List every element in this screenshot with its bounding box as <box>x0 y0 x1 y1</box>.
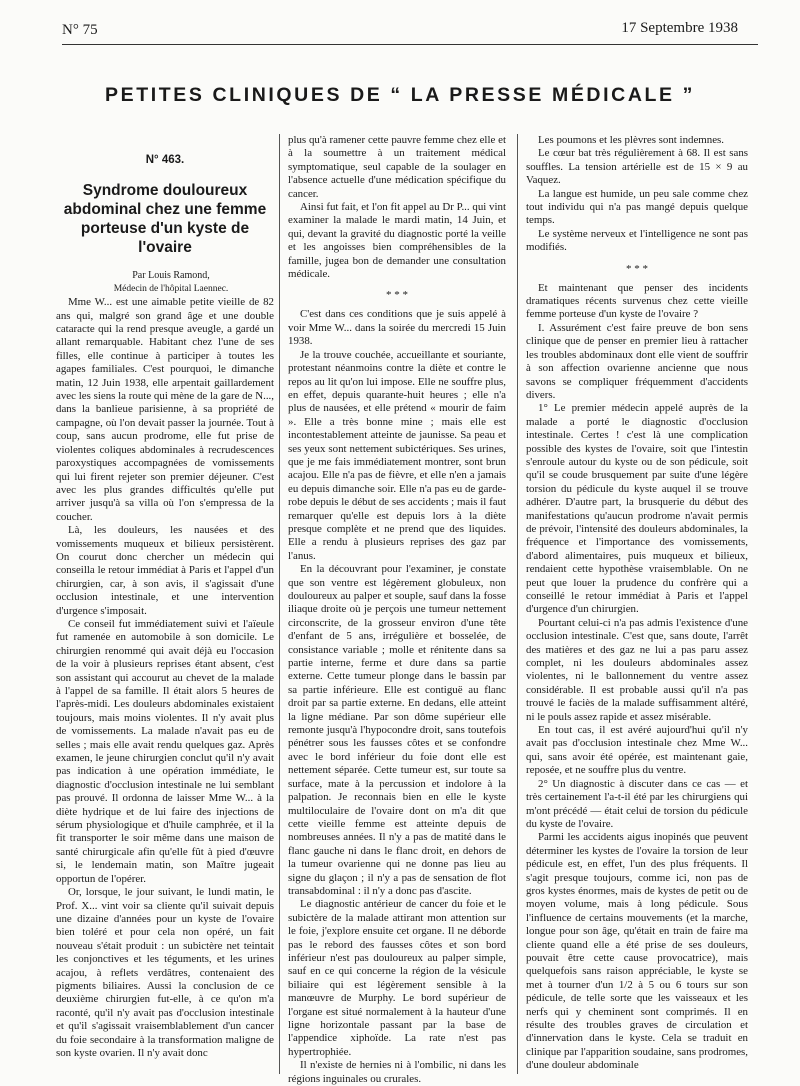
column-2 <box>288 134 506 1086</box>
paragraph: 1° Le premier médecin appelé auprès de la malade a porté le diagnostic d'occlusion intestinale. Certes ! c'est là une complication possible des kystes de l'ovaire, soit que l'intestin s'enroule autour du kyste ou de son pédicule, soit qu'il se coude brusquement par suite d'une légère torsion du pédicule du kyste auquel il se trouve adhérer. D'autre part, la brusquerie du début des manifestations qu'aucun prodrome n'avait permis de prévoir, l'intensité des douleurs abdominales, la fréquence et l'importance des vomissements, d'abord alimentaires, puis muqueux et bilieux, rendaient cette hypothèse vraisemblable. On ne peut que louer la prudence du confrère qui a conseillé le retour immédiat à Paris et l'appel d'urgence d'un chirurgien. <box>526 402 748 616</box>
article-title: Syndrome douloureux abdominal chez une femme porteuse d'un kyste de l'ovaire <box>63 182 267 257</box>
paragraph: Je la trouve couchée, accueillante et souriante, protestant néanmoins contre la diète et contre le repos au lit qu'on lui impose. Elle ne souffre plus, en effet, depuis quarante-huit heures ; elle n'a plus de nausées, et elle prétend « mourir de faim ». Elle a très bonne mine ; mais elle est incontestablement atteinte de jaunisse. Sa peau et ses yeux sont nettement subictériques. Ses urines, que je me fais immédiatement montrer, sont brun acajou. Elle n'a pas de fièvre, et elle n'en a jamais eu depuis dimanche soir. Elle n'a pas eu de garde-robe depuis le début de ses accidents ; mais il faut remarquer qu'elle est depuis lors à la diète presque complète et ne prend que des liquides. Elle a rendu à plusieurs reprises des gaz par l'anus. <box>288 348 506 562</box>
paragraph: 2° Un diagnostic à discuter dans ce cas — et très certainement l'a-t-il été par les chirurgiens qui m'ont précédé — était celui de torsion du pédicule du kyste de l'ovaire. <box>526 777 748 830</box>
paragraph: Il n'existe de hernies ni à l'ombilic, ni dans les régions inguinales ou crurales. <box>288 1059 506 1085</box>
paragraph: Parmi les accidents aigus inopinés que peuvent déterminer les kystes de l'ovaire la torsion de leur pédicule est, en effet, l'un des plus fréquents. Il s'agit presque toujours, comme ici, non pas de gros kystes énormes, mais de kystes de petit ou de moyen volume, mais à long pédicule. Sous l'influence de certains mouvements (et la marche, longue pour son âge, qu'était en train de faire ma cliente quand elle a été prise de ses douleurs, pouvait être cette cause provocatrice), mais quelquefois sans raison appréciable, le kyste se met à tourner d'un 1/2 à 5 ou 6 tours sur son pédicule, de telle sorte que les vaisseaux et les nerfs qui y cheminent sont comprimés. Il en résulte des troubles graves de circulation et d'innervation dans le kyste. Cela se traduit en clinique par l'apparition soudaine, sans prodromes, d'une douleur abdominale <box>526 831 748 1072</box>
issue-date: 17 Septembre 1938 <box>621 20 738 36</box>
paragraph: Le diagnostic antérieur de cancer du foie et le subictère de la malade attirant mon attention sur le foie, j'explore ensuite cet organe. Il ne déborde pas le rebord des fausses côtes et son bord inférieur n'est pas douloureux au palper simple, sauf en ce qui concerne la région de la vésicule biliaire qui est légèrement sensible à la manœuvre de Murphy. Le bord supérieur de l'organe est situé normalement à la hauteur d'une ligne horizontale passant par la base de l'appendice xiphoïde. La rate n'est pas hypertrophiée. <box>288 898 506 1058</box>
paragraph: En la découvrant pour l'examiner, je constate que son ventre est légèrement globuleux, non douloureux au palper et souple, sauf dans la fosse iliaque droite où je perçois une tumeur nettement circonscrite, de la grosseur environ d'une tête d'enfant de 5 ans, irrégulière et bosselée, de consistance variable ; molle et rénitente dans sa partie interne, ferme et dure dans sa partie externe. Cette tumeur plonge dans le bassin par sa partie inférieure. Elle est contiguë au flanc droit par sa partie externe. En dedans, elle atteint la ligne médiane. Par son dôme supérieur elle remonte jusqu'à l'hypocondre droit, sans toutefois pénétrer sous les fausses côtes et se confondre avec le bord inférieur du foie dont elle est nettement séparée. Cette tumeur est, sur toute sa surface, mate à la percussion et indolore à la palpation. Je reconnais bien en elle le kyste multiloculaire de l'ovaire dont on m'a dit que cette vieille femme est atteinte depuis de nombreuses années. Il n'y a pas de matité dans le flanc gauche ni dans le flanc droit, en dehors de la tumeur ovarienne qui ne donne pas lieu au signe du glaçon ; il n'y a pas de sensation de flot transabdominal : il n'y a donc pas d'ascite. <box>288 563 506 897</box>
paragraph: En tout cas, il est avéré aujourd'hui qu'il n'y avait pas d'occlusion intestinale chez Mme W... qui, sans avoir été opérée, est maintenant gaie, reposée, et ne souffre plus du ventre. <box>526 724 748 777</box>
masthead-title: PETITES CLINIQUES DE “ LA PRESSE MÉDICALE ” <box>105 84 695 106</box>
paragraph: Mme W... est une aimable petite vieille de 82 ans qui, malgré son grand âge et une double cataracte qui la rend presque aveugle, a gardé un allant remarquable. Habitant chez l'une de ses filles, elle continue à participer à toutes les agapes familiales. C'est pourquoi, le dimanche matin, 12 Juin 1938, elle arpentait gaillardement avec les siens la route qui mène de la gare de N..., dans la banlieue parisienne, à sa propriété de campagne, où l'on devait passer la journée. Tout à coup, sans aucun prodrome, elle fut prise de violentes coliques abdominales à recrudescences paroxystiques accompagnées de vomissements qui lui firent rejeter son premier déjeuner. C'est avec les plus grandes difficultés qu'elle put arriver jusqu'à sa villa où l'on s'empressa de la coucher. <box>56 296 274 523</box>
paragraph: Le cœur bat très régulièrement à 68. Il est sans souffles. La tension artérielle est de 15 × 9 au Vaquez. <box>526 147 748 187</box>
article-number: N° 463. <box>145 154 185 166</box>
paragraph: I. Assurément c'est faire preuve de bon sens clinique que de penser en premier lieu à rattacher les troubles abdominaux dont elle vient de souffrir à son affection ovarienne ancienne que nous savons se compliquer fréquemment d'accidents divers. <box>526 321 748 401</box>
column-rule-1 <box>279 134 280 1074</box>
paragraph: Pourtant celui-ci n'a pas admis l'existence d'une occlusion intestinale. C'est que, sans doute, l'arrêt des matières et des gaz ne lui a pas paru assez complet, ni les douleurs abdominales assez violentes, ni le ballonnement du ventre assez considérable. Il est probable aussi qu'il n'a pas trouvé le faciès de la malade suffisamment altéré, ni le pouls assez rapide et assez misérable. <box>526 616 748 723</box>
paragraph: C'est dans ces conditions que je suis appelé à voir Mme W... dans la soirée du mercredi 15 Juin 1938. <box>288 308 506 348</box>
paragraph: Et maintenant que penser des incidents dramatiques récents survenus chez cette vieille femme porteuse d'un kyste de l'ovaire ? <box>526 281 748 321</box>
article-author: Par Louis Ramond, <box>132 270 210 282</box>
column-3 <box>526 134 748 1073</box>
section-separator: * * * <box>626 262 648 275</box>
article-author-title: Médecin de l'hôpital Laennec. <box>113 283 229 294</box>
paragraph: Ce conseil fut immédiatement suivi et l'aïeule fut ramenée en automobile à son domicile. Le chirurgien renommé qui avait déjà eu l'occasion de la voir à plusieurs reprises étant absent, c'est son assistant qui accourut au chevet de la malade à l'appel de sa famille. Il était alors 5 heures de l'après-midi. Les douleurs abdominales existaient toujours, mais moins violentes. Il n'y avait plus de vomissements. La malade n'avait pas eu de selles ; mais elle avait rendu quelques gaz. Après examen, le jeune chirurgien conclut qu'il n'y avait pas indication à une opération immédiate, le diagnostic d'occlusion intestinale ne lui semblant pas prouvé. Il ordonna de laisser Mme W... à la diète hydrique et de lui faire des injections de sérum physiologique et d'huile camphrée, et il la fit transporter le soir même dans une maison de santé chirurgicale afin qu'elle fût à pied d'œuvre si, le lendemain matin, son Maître jugeait opportun de l'opérer. <box>56 617 274 885</box>
paragraph: Là, les douleurs, les nausées et des vomissements muqueux et bilieux persistèrent. On courut donc chercher un médecin qui conseilla le retour immédiat à Paris et l'appel d'un chirurgien, car, à son avis, il s'agissait d'une occlusion intestinale, et une intervention d'urgence s'imposait. <box>56 524 274 617</box>
section-separator: * * * <box>386 289 408 302</box>
column-rule-2 <box>517 134 518 1074</box>
column-1 <box>56 134 274 1060</box>
paragraph: Le système nerveux et l'intelligence ne sont pas modifiés. <box>526 227 748 254</box>
issue-number: N° 75 <box>62 22 98 38</box>
paragraph: Les poumons et les plèvres sont indemnes. <box>538 134 725 146</box>
header-rule <box>62 44 758 45</box>
paragraph: plus qu'à ramener cette pauvre femme chez elle et à la soumettre à un traitement médical symptomatique, seul capable de la soulager en l'absence actuelle d'une médication spécifique du cancer. <box>288 134 506 200</box>
paragraph: Ainsi fut fait, et l'on fit appel au Dr P... qui vint examiner la malade le mardi matin, 14 Juin, et qui, devant la gravité du diagnostic porté la veille et les angoisses bien compréhensibles de la famille, jugea bon de demander une consultation médicale. <box>288 201 506 281</box>
paragraph: Or, lorsque, le jour suivant, le lundi matin, le Prof. X... vint voir sa cliente qu'il suivait depuis une dizaine d'années pour un kyste de l'ovaire bien toléré et pour cela non opéré, un fait nouveau s'était produit : un subictère net teintait les conjonctives et les téguments, et les urines acajou, à reflets verdâtres, contenaient des pigments biliaires. Aussi la conclusion de ce deuxième chirurgien fut-elle, à ce qu'on m'a raconté, qu'il n'y avait pas d'occlusion intestinale et qu'il s'agissait vraisemblablement d'un cancer du foie secondaire à la transformation maligne de son kyste ovarien. Il n'y avait donc <box>56 886 274 1059</box>
paragraph: La langue est humide, un peu sale comme chez tout individu qui n'a pas mangé depuis quelque temps. <box>526 187 748 227</box>
